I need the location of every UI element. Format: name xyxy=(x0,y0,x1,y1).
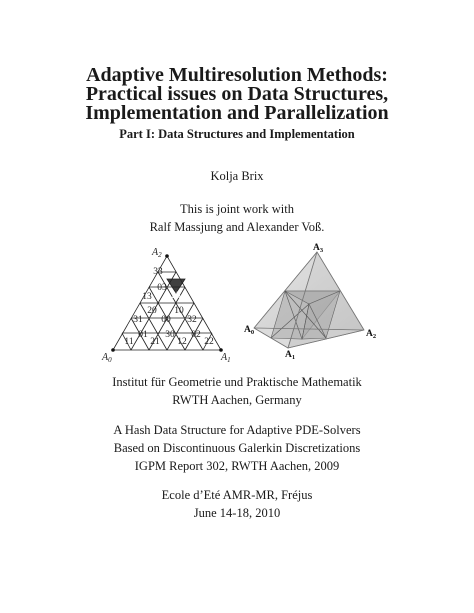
tetrahedron-figure xyxy=(240,240,380,365)
event-block xyxy=(0,486,474,522)
cell-label: 01 xyxy=(138,330,148,340)
reference-block xyxy=(0,421,474,475)
title-line: Implementation and Parallelization xyxy=(85,102,389,124)
cell-label: 32 xyxy=(187,315,197,325)
cell-label: 11 xyxy=(124,337,134,347)
cell-label: 20 xyxy=(147,306,157,316)
vertex-label-a3: $A_3$ xyxy=(313,243,324,254)
cell-label: 03 xyxy=(157,283,167,293)
triangle-subdivision-figure xyxy=(100,243,240,363)
institute-block xyxy=(0,373,474,409)
vertex-label-a1: $A_1$ xyxy=(221,352,231,363)
vertex-label-a1: $A_1$ xyxy=(285,350,296,361)
cell-label: 10 xyxy=(174,306,184,316)
institute-line: Institut für Geometrie und Praktische Mathematik xyxy=(112,375,362,389)
cell-label: 00 xyxy=(161,315,171,325)
paper-title xyxy=(0,66,474,123)
cell-label: 33 xyxy=(153,267,163,277)
cell-label: 12 xyxy=(177,337,187,347)
author: Kolja Brix xyxy=(210,169,264,183)
joint-line: This is joint work with xyxy=(180,202,294,216)
cell-label: 02 xyxy=(191,330,201,340)
event-line: Ecole d’Eté AMR-MR, Fréjus xyxy=(161,488,313,502)
vertex-label-a2: $A_2$ xyxy=(152,247,162,259)
cell-label: 30 xyxy=(165,330,175,340)
cell-label: 31 xyxy=(133,315,143,325)
title-line: Adaptive Multiresolution Methods: xyxy=(86,64,388,86)
vertex-label-a0: $A_0$ xyxy=(244,325,255,336)
reference-line: IGPM Report 302, RWTH Aachen, 2009 xyxy=(134,459,340,473)
joint-work-note xyxy=(0,200,474,236)
event-line: June 14-18, 2010 xyxy=(193,506,281,520)
reference-line: Based on Discontinuous Galerkin Discretizations xyxy=(113,441,361,455)
reference-line: A Hash Data Structure for Adaptive PDE-Solvers xyxy=(113,423,361,437)
joint-line: Ralf Massjung and Alexander Voß. xyxy=(149,220,325,234)
cell-label: 13 xyxy=(142,292,152,302)
cell-label: 22 xyxy=(204,337,214,347)
cell-label: 23 xyxy=(171,291,181,301)
title-line: Practical issues on Data Structures, xyxy=(85,83,389,105)
institute-line: RWTH Aachen, Germany xyxy=(172,393,302,407)
vertex-label-a0: $A_0$ xyxy=(102,352,112,363)
part-heading: Part I: Data Structures and Implementation xyxy=(119,127,355,141)
vertex-label-a2: $A_2$ xyxy=(366,329,377,340)
cell-label: 21 xyxy=(150,337,160,347)
